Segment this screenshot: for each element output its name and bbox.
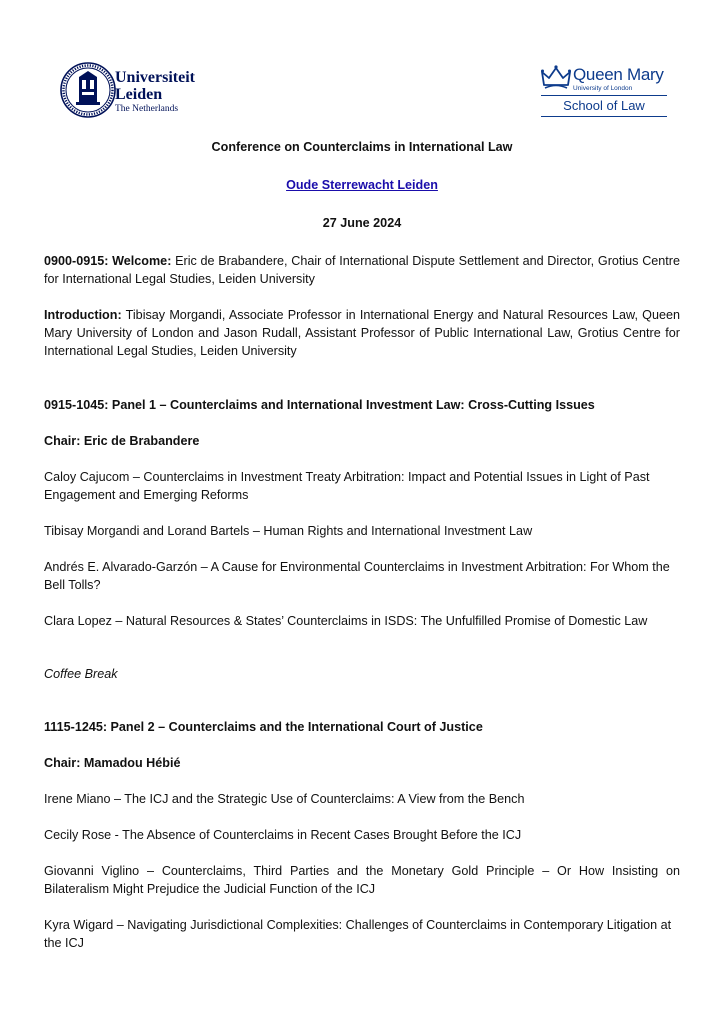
- panel2-talk: Cecily Rose - The Absence of Counterclaims in Recent Cases Brought Before the ICJ: [44, 828, 522, 842]
- coffee-break: Coffee Break: [44, 667, 118, 681]
- panel2-heading: 1115-1245: Panel 2 – Counterclaims and the International Court of Justice: [44, 720, 483, 734]
- panel1-talk: Tibisay Morgandi and Lorand Bartels – Human Rights and International Investment Law: [44, 524, 533, 538]
- panel2-chair: Chair: Mamadou Hébié: [44, 756, 181, 770]
- panel1-chair: Chair: Eric de Brabandere: [44, 434, 200, 448]
- panel2-talk: Giovanni Viglino – Counterclaims, Third Parties and the Monetary Gold Principle – Or How Insisting on Bilateralism Might Prejudice the Judicial Function of the ICJ: [44, 864, 680, 896]
- conference-date: 27 June 2024: [322, 216, 402, 230]
- panel2-talk: Irene Miano – The ICJ and the Strategic Use of Counterclaims: A View from the Bench: [44, 792, 525, 806]
- welcome-item: [44, 252, 680, 288]
- qm-name: Queen Mary: [573, 65, 664, 84]
- leiden-name-line1: Universiteit: [115, 69, 195, 86]
- qm-school: School of Law: [563, 98, 645, 113]
- intro-label: Introduction:: [44, 308, 122, 322]
- venue-link[interactable]: Oude Sterrewacht Leiden: [286, 178, 438, 192]
- crown-icon: [541, 64, 571, 90]
- conference-title: Conference on Counterclaims in International Law: [211, 140, 513, 154]
- welcome-label: 0900-0915: Welcome:: [44, 254, 172, 268]
- leiden-name-line3: The Netherlands: [115, 104, 179, 114]
- qm-divider-bottom: [541, 116, 667, 117]
- qm-subtitle: University of London: [573, 85, 633, 92]
- panel1-heading: 0915-1045: Panel 1 – Counterclaims and International Investment Law: Cross-Cutting Issues: [44, 398, 595, 412]
- leiden-university-logo: [60, 62, 210, 122]
- intro-text: Tibisay Morgandi, Associate Professor in International Energy and Natural Resources Law, Queen Mary University of London and Jason Rudall, Assistant Professor of Public International Law, Grotius Centre for International Legal Studies, Leiden University: [44, 308, 680, 358]
- queen-mary-school-of-law-logo: [541, 64, 667, 118]
- programme-document: [44, 138, 680, 952]
- welcome-text: Eric de Brabandere, Chair of International Dispute Settlement and Director, Grotius Centre for International Legal Studies, Leiden University: [44, 254, 680, 286]
- leiden-name-line2: Leiden: [115, 86, 163, 103]
- panel1-talk: Caloy Cajucom – Counterclaims in Investment Treaty Arbitration: Impact and Potential Issues in Light of Past Engagement and Emerging Reforms: [44, 470, 650, 502]
- panel1-talk: Andrés E. Alvarado-Garzón – A Cause for Environmental Counterclaims in Investment Arbitration: For Whom the Bell Tolls?: [44, 560, 670, 592]
- intro-item: [44, 306, 680, 360]
- university-seal-icon: [60, 62, 116, 118]
- panel2-talk: Kyra Wigard – Navigating Jurisdictional Complexities: Challenges of Counterclaims in Contemporary Litigation at the ICJ: [44, 918, 672, 950]
- panel1-talk: Clara Lopez – Natural Resources & States’ Counterclaims in ISDS: The Unfulfilled Promise of Domestic Law: [44, 614, 648, 628]
- qm-divider-top: [541, 95, 667, 96]
